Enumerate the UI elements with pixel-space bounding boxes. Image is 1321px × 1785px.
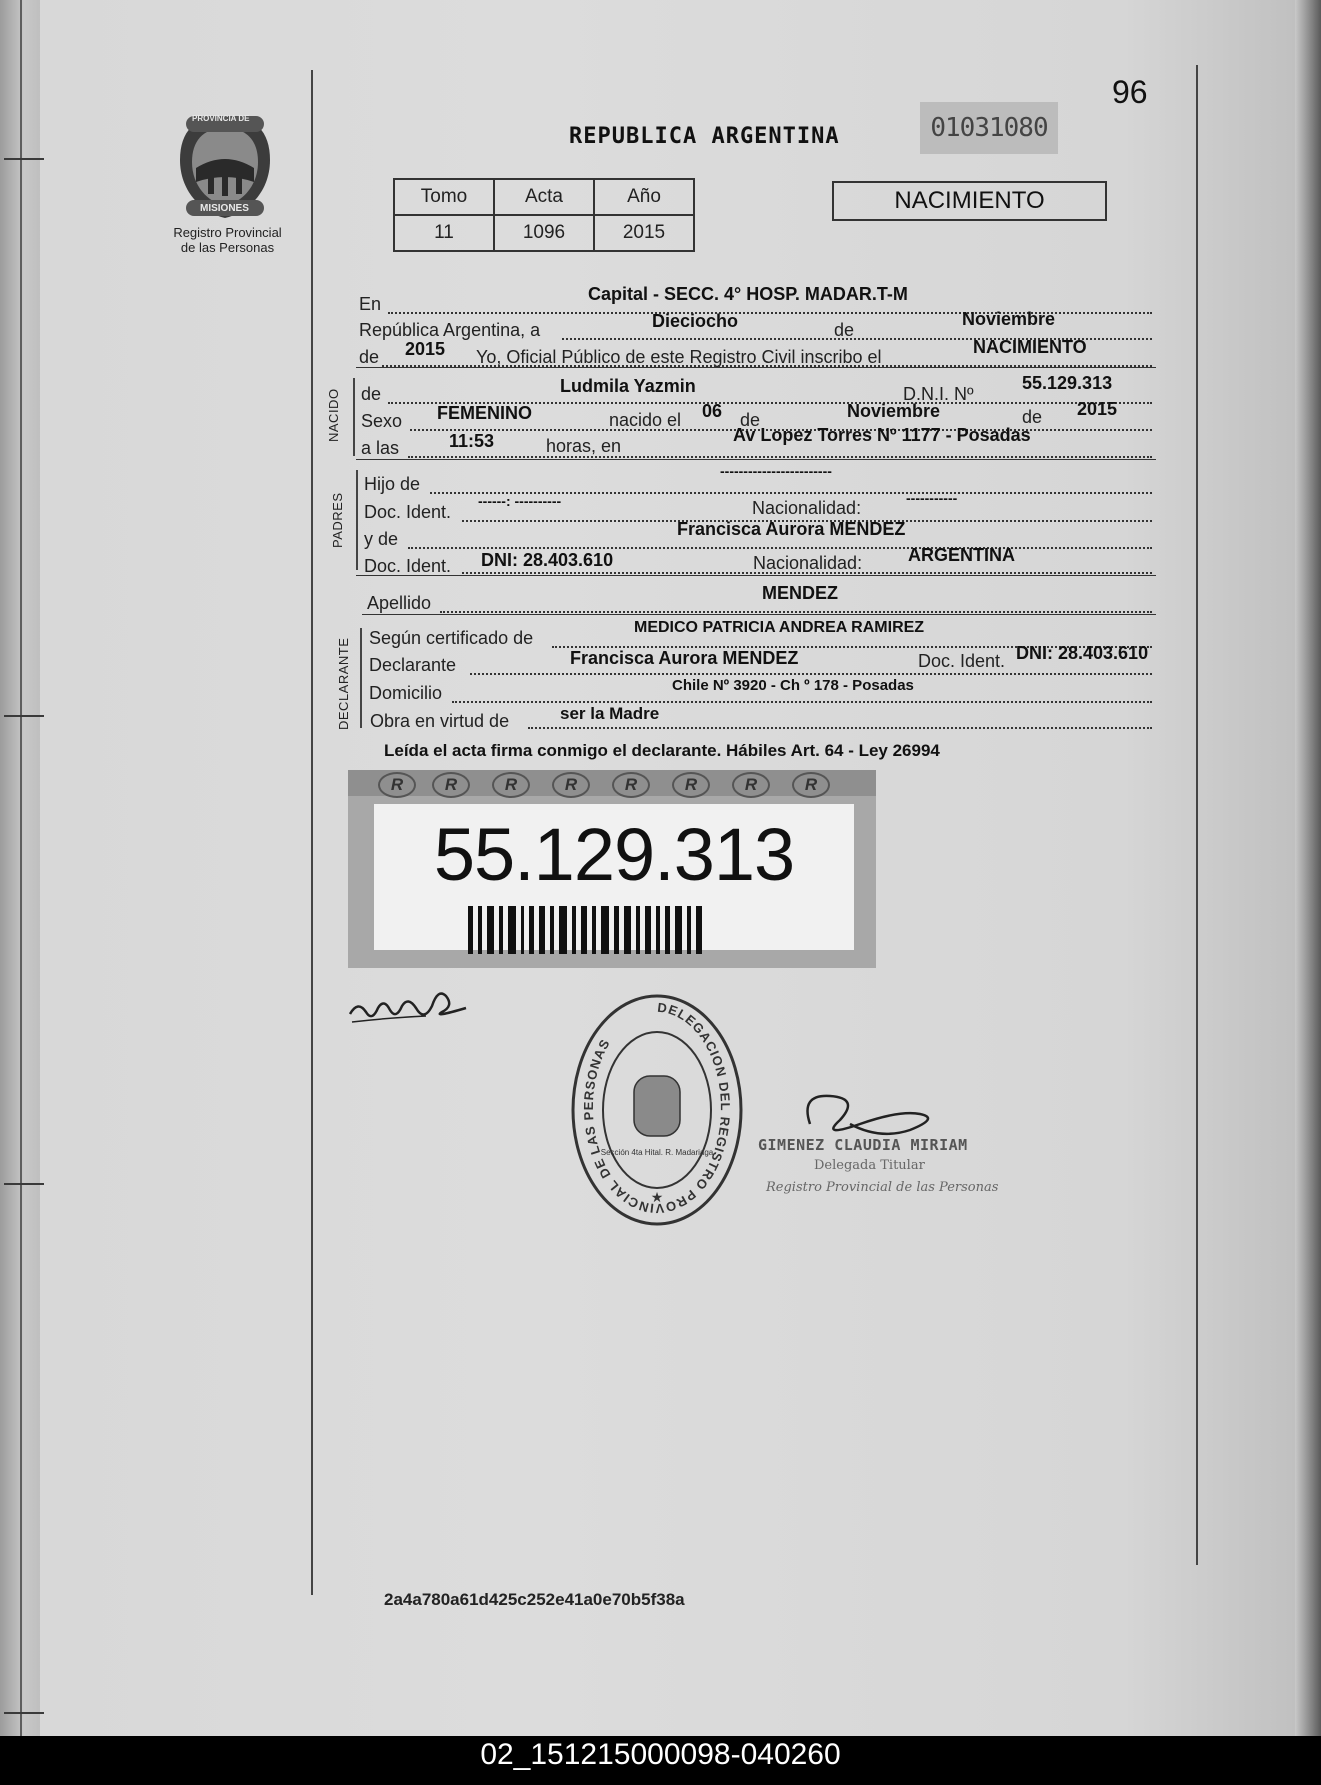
document-title: REPUBLICA ARGENTINA <box>569 124 840 149</box>
obra-value: ser la Madre <box>560 704 660 723</box>
republica-label: República Argentina, a <box>359 320 541 340</box>
nacido-anio: 2015 <box>1077 399 1118 419</box>
official-seal-icon <box>568 990 746 1230</box>
anio-intro-value: 2015 <box>405 339 446 359</box>
horas-en-label: horas, en <box>546 436 622 456</box>
dia-value: Dieciocho <box>652 311 739 331</box>
inscribo-value: NACIMIENTO <box>973 337 1087 357</box>
official-role: Delegada Titular <box>814 1158 925 1173</box>
footer-file-id: 02_151215000098-040260 <box>480 1738 841 1771</box>
dotted-line <box>408 547 1152 549</box>
sticker-pattern-letter: R <box>732 772 770 798</box>
nacionalidad-1-value: ----------- <box>906 490 958 506</box>
declarante-value: Francisca Aurora MENDEZ <box>570 648 799 668</box>
acta-value: 1096 <box>494 215 594 251</box>
sexo-value: FEMENINO <box>437 403 533 423</box>
barcode <box>468 906 707 954</box>
de-label: de <box>1022 407 1043 427</box>
section-bracket <box>360 628 362 728</box>
hijo-de-label: Hijo de <box>364 474 421 494</box>
dotted-line <box>452 701 1152 703</box>
nacido-de-label: de <box>361 384 382 404</box>
logo-caption-2: de las Personas <box>180 240 275 255</box>
doc-ident-2-value: DNI: 28.403.610 <box>481 550 614 570</box>
page-number: 96 <box>1112 74 1148 110</box>
dni-sticker <box>348 770 876 968</box>
en-value: Capital - SECC. 4° HOSP. MADAR.T-M <box>588 284 908 304</box>
binding-stitch <box>4 715 44 717</box>
en-label: En <box>359 294 382 314</box>
nacionalidad-1-label: Nacionalidad: <box>752 498 862 518</box>
apellido-value: MENDEZ <box>762 583 838 603</box>
right-margin-rule <box>1196 65 1198 1565</box>
section-bracket <box>356 470 358 570</box>
official-org: Registro Provincial de las Personas <box>766 1180 999 1195</box>
domicilio-value: Chile Nº 3920 - Ch º 178 - Posadas <box>672 677 914 694</box>
nacido-section-label: NACIDO <box>326 388 341 442</box>
dotted-line <box>470 673 1152 675</box>
closing-statement: Leída el acta firma conmigo el declarante. Hábiles Art. 64 - Ley 26994 <box>384 741 940 760</box>
left-margin-rule <box>311 70 313 1595</box>
dotted-line <box>528 727 1152 729</box>
sticker-dni-number: 55.129.313 <box>433 813 795 896</box>
de-label: de <box>834 320 855 340</box>
sticker-pattern-letter: R <box>672 772 710 798</box>
dni-label: D.N.I. Nº <box>903 384 974 404</box>
hijo-de-value: ------------------------ <box>720 463 832 479</box>
logo-top-text: PROVINCIA DE <box>192 114 250 123</box>
nacido-dni: 55.129.313 <box>1022 373 1113 393</box>
mes-value: Noviembre <box>962 309 1056 329</box>
section-bracket <box>353 378 355 456</box>
nacido-el-label: nacido el <box>609 410 682 430</box>
declarante-section-label: DECLARANTE <box>336 637 351 730</box>
seal-inner-text: Sección 4ta Hital. R. Madariaga <box>600 1148 714 1157</box>
nacionalidad-2-label: Nacionalidad: <box>753 553 863 573</box>
logo-caption-1: Registro Provincial <box>173 225 282 240</box>
serial-number: 01031080 <box>920 102 1058 154</box>
doc-ident-1-value: ------: ---------- <box>478 493 562 509</box>
nacionalidad-2-value: ARGENTINA <box>908 545 1015 565</box>
section-rule <box>356 575 1156 576</box>
registry-table <box>393 178 695 252</box>
nacido-dia: 06 <box>702 401 723 421</box>
binding-stitch <box>4 1712 44 1714</box>
sticker-pattern-letter: R <box>612 772 650 798</box>
declarante-label: Declarante <box>369 655 457 675</box>
de-label: de <box>359 347 380 367</box>
section-rule <box>356 459 1156 460</box>
sticker-pattern-letter: R <box>552 772 590 798</box>
de-label: de <box>740 410 761 430</box>
section-rule <box>362 614 1156 615</box>
binding-stitch <box>4 158 44 160</box>
document-hash: 2a4a780a61d425c252e41a0e70b5f38a <box>384 1590 685 1609</box>
anio-value: 2015 <box>594 215 694 251</box>
official-name: GIMENEZ CLAUDIA MIRIAM <box>758 1136 968 1154</box>
doc-ident-1-label: Doc. Ident. <box>364 502 452 522</box>
logo-bottom-text: MISIONES <box>200 203 249 214</box>
nacido-lugar: Av Lopez Torres Nº 1177 - Posadas <box>733 425 1031 445</box>
padres-section-label: PADRES <box>330 492 345 548</box>
spine-line <box>20 0 22 1736</box>
y-de-label: y de <box>364 529 399 549</box>
doc-type-box: NACIMIENTO <box>832 181 1107 221</box>
official-signature-icon <box>790 1084 950 1144</box>
declarante-doc-value: DNI: 28.403.610 <box>1016 643 1149 663</box>
tomo-value: 11 <box>394 215 494 251</box>
sticker-pattern-letter: R <box>492 772 530 798</box>
domicilio-label: Domicilio <box>369 683 443 703</box>
dotted-line <box>440 611 1152 613</box>
madre-nombre: Francisca Aurora MENDEZ <box>677 519 906 539</box>
acta-header: Acta <box>494 179 594 215</box>
apellido-label: Apellido <box>367 593 432 613</box>
certificado-label: Según certificado de <box>369 628 534 648</box>
page-edge <box>1295 0 1321 1736</box>
declarante-signature-icon <box>346 978 476 1038</box>
nacido-hora: 11:53 <box>449 431 495 451</box>
sexo-label: Sexo <box>361 411 403 431</box>
sticker-pattern-letter: R <box>378 772 416 798</box>
dotted-line <box>408 456 1152 458</box>
certificado-value: MEDICO PATRICIA ANDREA RAMIREZ <box>634 619 925 636</box>
section-rule <box>356 367 1156 368</box>
sticker-pattern-letter: R <box>432 772 470 798</box>
obra-label: Obra en virtud de <box>370 711 510 731</box>
a-las-label: a las <box>361 438 400 458</box>
nacido-mes: Noviembre <box>847 401 941 421</box>
binding-stitch <box>4 1183 44 1185</box>
doc-ident-2-label: Doc. Ident. <box>364 556 452 576</box>
anio-header: Año <box>594 179 694 215</box>
nacido-nombre: Ludmila Yazmin <box>560 376 696 396</box>
sticker-label <box>374 804 854 950</box>
oficial-text: Yo, Oficial Público de este Registro Civil inscribo el <box>476 347 882 367</box>
svg-text:★: ★ <box>650 1189 664 1205</box>
tomo-header: Tomo <box>394 179 494 215</box>
declarante-doc-label: Doc. Ident. <box>918 651 1006 671</box>
sticker-pattern-letter: R <box>792 772 830 798</box>
seal-ring-text: DELEGACION DEL REGISTRO PROVINCIAL DE LAS PERSONAS <box>580 999 733 1217</box>
